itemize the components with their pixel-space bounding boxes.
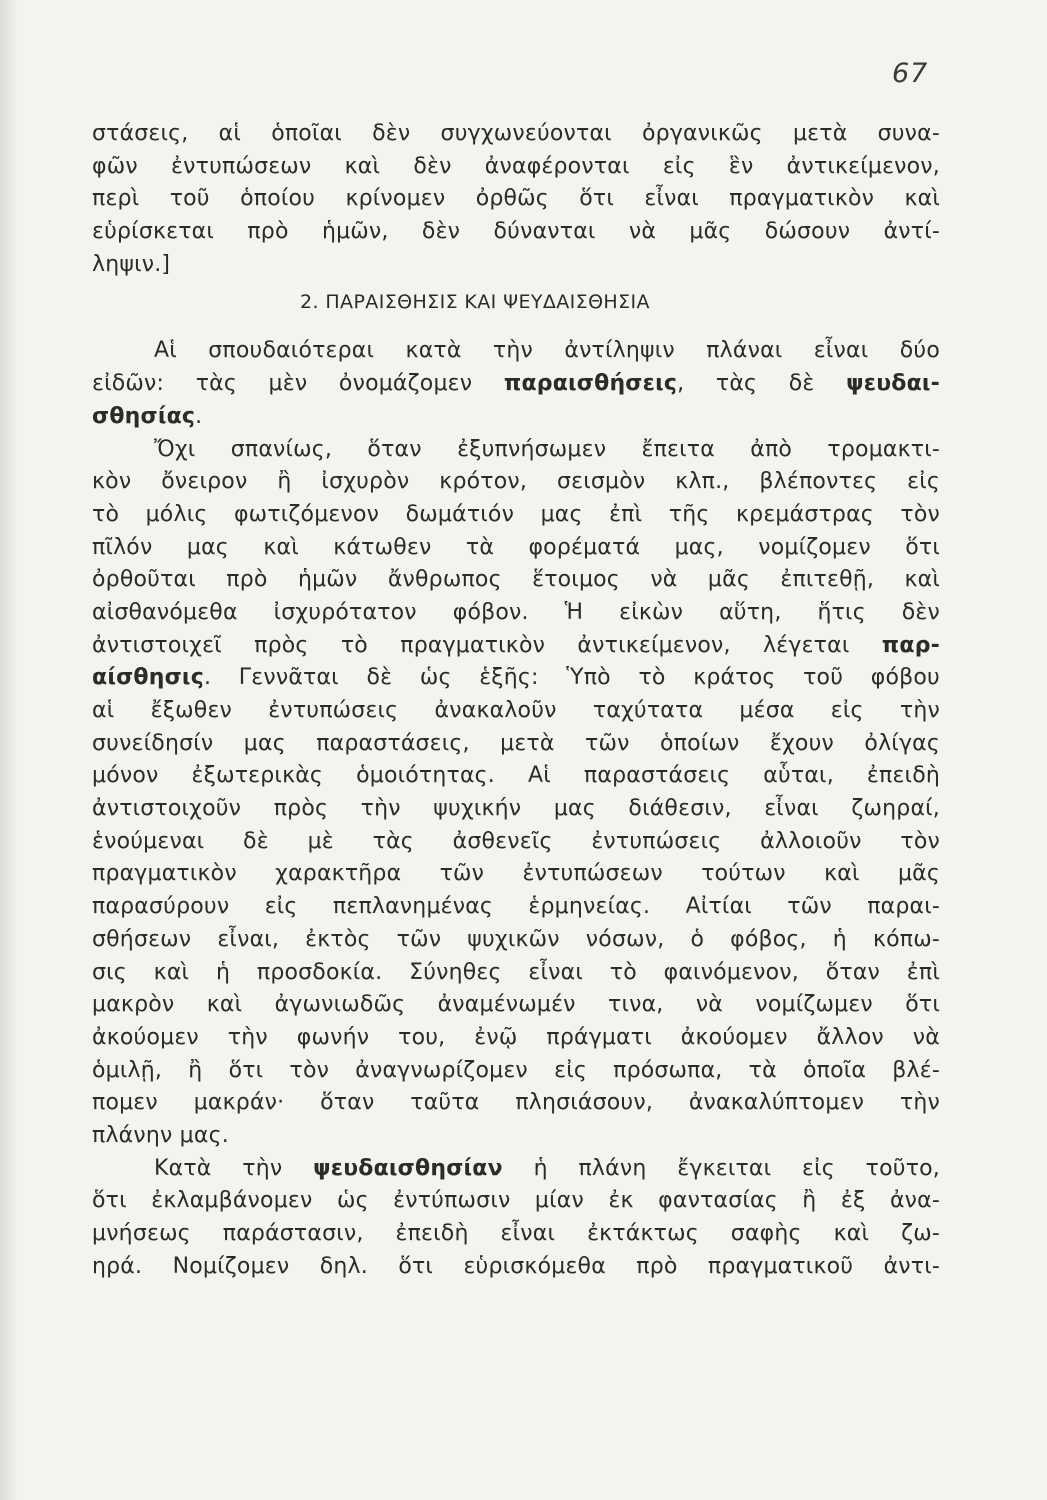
text-line: ὀρθοῦται πρὸ ἡμῶν ἄνθρωπος ἕτοιμος νὰ μᾶς ἐπιτεθῇ, καὶ — [92, 567, 940, 593]
text-line — [92, 1153, 940, 1186]
text-line: περὶ τοῦ ὁποίου κρίνομεν ὀρθῶς ὅτι εἶναι πραγματικὸν καὶ — [92, 186, 940, 212]
text-line: εὑρίσκεται πρὸ ἡμῶν, δὲν δύνανται νὰ μᾶς δώσουν ἀντί- — [92, 219, 940, 245]
text-line: ληψιν.] — [92, 251, 171, 277]
text-line: πραγματικὸν χαρακτῆρα τῶν ἐντυπώσεων τούτων καὶ μᾶς — [92, 861, 940, 887]
text-line: σις καὶ ἡ προσδοκία. Σύνηθες εἶναι τὸ φαινόμενον, ὅταν ἐπὶ — [92, 959, 940, 985]
text-run: εἰδῶν: τὰς μὲν ὀνομάζομεν — [92, 371, 504, 397]
text-run: . Γεννᾶται δὲ ὡς ἑξῆς: Ὑπὸ τὸ κράτος τοῦ φόβου — [203, 665, 940, 691]
text-run: . — [195, 403, 203, 429]
text-line: ὁμιλῇ, ἢ ὅτι τὸν ἀναγνωρίζομεν εἰς πρόσωπα, τὰ ὁποῖα βλέ- — [92, 1057, 940, 1083]
term-pseudaisthesia-def: ψευδαισθησίαν — [313, 1155, 503, 1181]
text-line: μόνον ἐξωτερικὰς ὁμοιότητας. Αἱ παραστάσεις αὗται, ἐπειδὴ — [92, 763, 940, 789]
text-line: φῶν ἐντυπώσεων καὶ δὲν ἀναφέρονται εἰς ἓν ἀντικείμενον, — [92, 153, 940, 179]
text-line: μακρὸν καὶ ἀγωνιωδῶς ἀναμένωμέν τινα, νὰ νομίζωμεν ὅτι — [92, 992, 940, 1018]
text-line: ἀντιστοιχοῦν πρὸς τὴν ψυχικήν μας διάθεσιν, εἶναι ζωηραί, — [92, 796, 940, 822]
section-heading: 2. ΠΑΡΑΙΣΘΗΣΙΣ ΚΑΙ ΨΕΥΔΑΙΣΘΗΣΙΑ — [300, 291, 650, 314]
text-line: κὸν ὄνειρον ἢ ἰσχυρὸν κρότον, σεισμὸν κλπ., βλέποντες εἰς — [92, 469, 940, 495]
text-line: ὅτι ἐκλαμβάνομεν ὡς ἐντύπωσιν μίαν ἐκ φαντασίας ἢ ἐξ ἀνα- — [92, 1188, 940, 1214]
page-edge-shadow — [0, 0, 18, 1500]
text-line: Ὄχι σπανίως, ὅταν ἐξυπνήσωμεν ἔπειτα ἀπὸ τρομακτι- — [154, 436, 940, 462]
text-line: πῖλόν μας καὶ κάτωθεν τὰ φορέματά μας, νομίζομεν ὅτι — [92, 534, 940, 560]
text-line: πλάνην μας. — [92, 1122, 229, 1148]
term-pseudaisthesia: ψευδαι- — [846, 371, 940, 397]
text-run: ἀντιστοιχεῖ πρὸς τὸ πραγματικὸν ἀντικείμενον, λέγεται — [92, 632, 882, 658]
text-run: ἡ πλάνη ἔγκειται εἰς τοῦτο, — [502, 1155, 940, 1181]
text-line — [92, 401, 940, 434]
text-line: ἑνούμεναι δὲ μὲ τὰς ἀσθενεῖς ἐντυπώσεις ἀλλοιοῦν τὸν — [92, 828, 940, 854]
term-paraisthesis-def: παρ- — [881, 632, 940, 658]
text-line — [92, 368, 940, 401]
text-line: στάσεις, αἱ ὁποῖαι δὲν συγχωνεύονται ὀργανικῶς μετὰ συνα- — [92, 121, 940, 146]
text-line: αἰσθανόμεθα ἰσχυρότατον φόβον. Ἡ εἰκὼν αὕτη, ἥτις δὲν — [92, 599, 940, 625]
text-line: συνείδησίν μας παραστάσεις, μετὰ τῶν ὁποίων ἔχουν ὀλίγας — [92, 730, 940, 756]
text-line: ἀκούομεν τὴν φωνήν του, ἐνῷ πράγματι ἀκούομεν ἄλλον νὰ — [92, 1024, 940, 1050]
term-pseudaisthesia-cont: σθησίας — [92, 403, 196, 429]
page-body — [92, 118, 940, 1283]
text-line: αἱ ἔξωθεν ἐντυπώσεις ἀνακαλοῦν ταχύτατα μέσα εἰς τὴν — [92, 698, 940, 723]
text-line — [92, 630, 940, 663]
page-number: 67 — [892, 58, 929, 89]
text-line: ηρά. Νομίζομεν δηλ. ὅτι εὑρισκόμεθα πρὸ πραγματικοῦ ἀντι- — [92, 1253, 940, 1279]
text-line: πομεν μακράν· ὅταν ταῦτα πλησιάσουν, ἀνακαλύπτομεν τὴν — [92, 1090, 940, 1116]
term-paraisthesis: παραισθήσεις — [503, 371, 678, 397]
text-line — [92, 662, 940, 695]
text-line: Αἱ σπουδαιότεραι κατὰ τὴν ἀντίληψιν πλάναι εἶναι δύο — [154, 338, 940, 364]
text-line: παρασύρουν εἰς πεπλανημένας ἑρμηνείας. Αἰτίαι τῶν παραι- — [92, 894, 940, 920]
text-line: σθήσεων εἶναι, ἐκτὸς τῶν ψυχικῶν νόσων, ὁ φόβος, ἡ κόπω- — [92, 926, 940, 952]
text-run: Κατὰ τὴν — [154, 1155, 314, 1181]
text-run: , τὰς δὲ — [677, 371, 847, 397]
text-line: μνήσεως παράστασιν, ἐπειδὴ εἶναι ἐκτάκτως σαφὴς καὶ ζω- — [92, 1221, 940, 1246]
term-paraisthesis-def-cont: αίσθησις — [92, 665, 204, 691]
text-line: τὸ μόλις φωτιζόμενον δωμάτιόν μας ἐπὶ τῆς κρεμάστρας τὸν — [92, 501, 940, 527]
